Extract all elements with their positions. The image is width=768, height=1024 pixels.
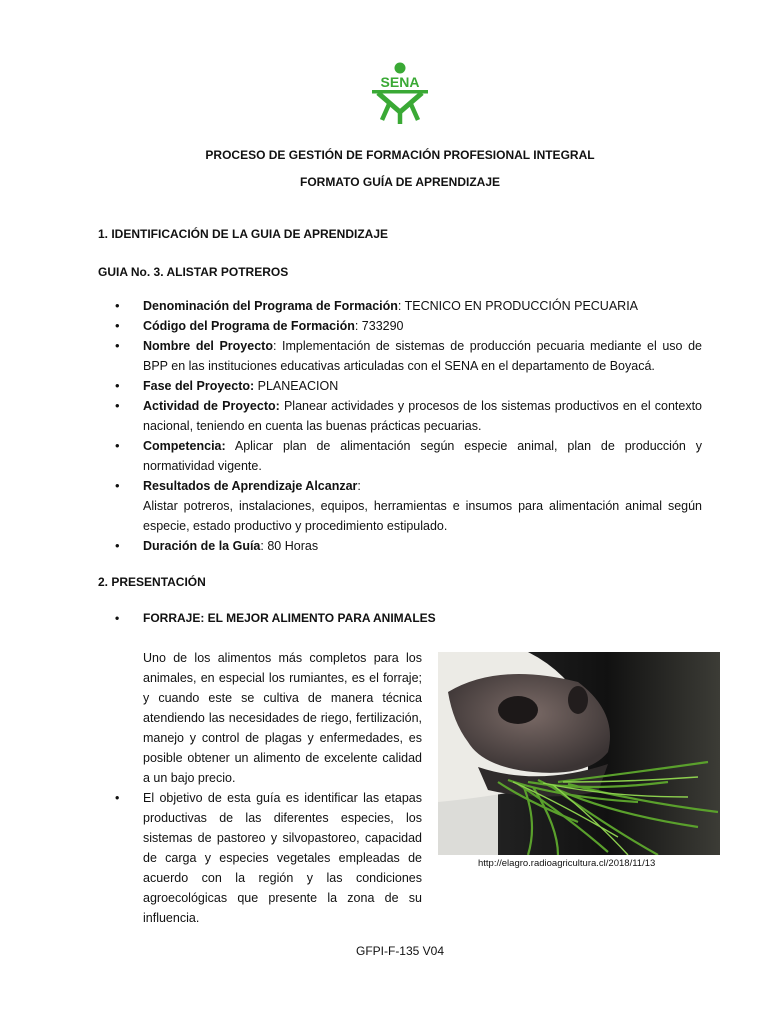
list-item: • Código del Programa de Formación: 733290	[98, 316, 702, 336]
cow-eating-grass-image	[438, 652, 720, 855]
list-item: • Competencia: Aplicar plan de alimentación según especie animal, plan de producción y normatividad vigente.	[98, 436, 702, 476]
identification-list	[98, 296, 702, 556]
list-item: • Resultados de Aprendizaje Alcanzar: Alistar potreros, instalaciones, equipos, herramientas e insumos para alimentación animal según especie, estado productivo y procedimiento estipulado.	[98, 476, 702, 536]
list-item: • Fase del Proyecto: PLANEACION	[98, 376, 702, 396]
list-item: • Actividad de Proyecto: Planear actividades y procesos de los sistemas productivos en el contexto nacional, teniendo en cuenta las buenas prácticas pecuarias.	[98, 396, 702, 436]
sena-logo	[368, 62, 432, 126]
list-item: • Denominación del Programa de Formación: TECNICO EN PRODUCCIÓN PECUARIA	[98, 296, 702, 316]
list-item: • Nombre del Proyecto: Implementación de sistemas de producción pecuaria mediante el uso de BPP en las instituciones educativas articuladas con el SENA en el departamento de Boyacá.	[98, 336, 702, 376]
section2-heading: 2. PRESENTACIÓN	[98, 575, 206, 589]
logo-text: SENA	[380, 74, 420, 90]
guide-title: GUIA No. 3. ALISTAR POTREROS	[98, 265, 289, 279]
image-caption: http://elagro.radioagricultura.cl/2018/11/13	[478, 858, 656, 869]
forage-bullet-title: • FORRAJE: EL MEJOR ALIMENTO PARA ANIMALES	[98, 608, 436, 628]
format-title: FORMATO GUÍA DE APRENDIZAJE	[299, 175, 500, 189]
process-title: PROCESO DE GESTIÓN DE FORMACIÓN PROFESIONAL INTEGRAL	[205, 148, 595, 162]
objective-paragraph: • El objetivo de esta guía es identificar las etapas productivas de las diferentes especies, los sistemas de pastoreo y silvopastoreo, capacidad de carga y especies vegetales empleadas de acuerdo con la región y las condiciones agroecológicas que presente la zona de su influencia.	[98, 788, 422, 928]
presentation-paragraph: Uno de los alimentos más completos para los animales, en especial los rumiantes, es el forraje; y cuando este se cultiva de manera técnica atendiendo las necesidades de riego, fertilización, manejo y control de plagas y enfermedades, es posible obtener un alimento de excelente calidad a un bajo precio.	[143, 651, 422, 785]
footer-code: GFPI-F-135 V04	[355, 944, 445, 958]
section1-heading: 1. IDENTIFICACIÓN DE LA GUIA DE APRENDIZAJE	[98, 227, 389, 241]
list-item: • Duración de la Guía: 80 Horas	[98, 536, 702, 556]
